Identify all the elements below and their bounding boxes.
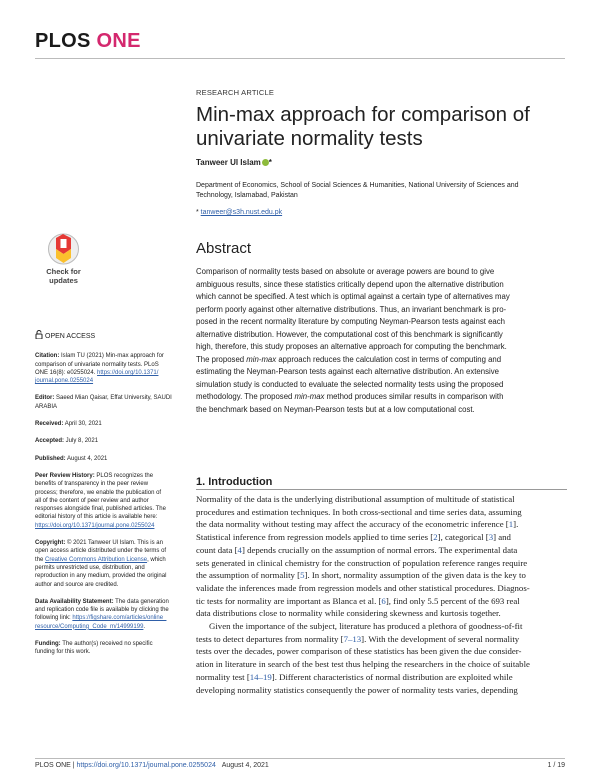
funding-text: funding for this work. (35, 649, 91, 656)
corresponding-marker: * (268, 158, 272, 167)
data-availability-text: following link: (35, 615, 73, 622)
author-line (196, 158, 272, 167)
citation-block (35, 352, 185, 385)
peer-review-text: PLOS recognizes the (94, 472, 154, 479)
abstract-line: posed in the recent normality literature by computing Neyman-Pearson tests against each (196, 317, 506, 326)
title-line: univariate normality tests (196, 127, 423, 150)
body-line: tic tests for normality are important as Blanca et al. [6], find only 5.5 percent of the 693 real (196, 595, 520, 606)
body-line: validate the inferences made from regression models and other statistical procedures. Diagnos- (196, 582, 530, 593)
footer-date: August 4, 2021 (221, 762, 269, 769)
body-line: the assumption of normality [5]. In short, normality assumption of the given data is the key to (196, 570, 526, 581)
published-label: Published: (35, 455, 66, 462)
abstract-line: alternative distribution. However, the computational cost of this benchmark is significantly (196, 329, 503, 339)
section-divider (196, 489, 567, 490)
funding-label: Funding: (35, 641, 61, 648)
peer-review-text: benefits of transparency in the peer review (35, 481, 149, 488)
badge-text-1: Check for (46, 267, 81, 276)
abstract-line: estimating the Neyman-Pearson tests against each alternative distribution. An extensive (196, 367, 499, 376)
author-name[interactable]: Tanweer Ul Islam (196, 158, 261, 167)
abstract-line: ambiguous results, since these statistics critically depend upon the alternative distribution (196, 279, 504, 289)
introduction-body (196, 493, 568, 696)
received-block (35, 420, 185, 428)
copyright-text: reproduction in any medium, provided the original (35, 573, 167, 580)
peer-review-text: responses alongside final, published articles. The (35, 506, 166, 513)
abstract-line: the benchmark based on Neyman-Pearson tests but at a low computational cost. (196, 404, 475, 414)
published-block (35, 455, 185, 463)
citation-doi-link[interactable]: journal.pone.0255024 (35, 378, 94, 385)
citation-text: Islam TU (2021) Min-max approach for (59, 353, 164, 360)
citation-text: ONE 16(8): e0255024. (35, 369, 98, 376)
title-line: Min-max approach for comparison of (196, 103, 530, 126)
footer-journal: PLOS ONE (35, 762, 71, 769)
peer-review-label: Peer Review History: (35, 472, 95, 479)
citation-label: Citation: (35, 353, 60, 360)
peer-review-text: all of the content of peer review and author (35, 497, 149, 504)
published-date: August 4, 2021 (65, 455, 108, 462)
body-line: Statistical inference from regression models applied to time series [2], categorical [3] and (196, 532, 511, 543)
copyright-text: © 2021 Tanweer Ul Islam. This is an (65, 540, 163, 547)
affiliation-line: Department of Economics, School of Social Sciences & Humanities, National University of Sciences and (196, 182, 519, 189)
body-line: tests over the decades, power comparison of these statistics has been given the due consider- (196, 646, 522, 657)
corresponding-email (196, 209, 282, 216)
copyright-block (35, 539, 185, 589)
peer-review-link[interactable]: https://doi.org/10.1371/journal.pone.0255024 (35, 522, 155, 529)
footer-separator: | (70, 762, 77, 769)
abstract-line: The proposed min-max approach reduces the calculation cost in terms of computing and (196, 354, 502, 364)
affiliation-line: Technology, Islamabad, Pakistan (196, 192, 298, 199)
journal-logo (35, 30, 141, 53)
body-line: sets generated in clinical chemistry for the construction of population reference ranges require (196, 557, 528, 568)
crossmark-icon (36, 232, 91, 267)
open-access-label (35, 330, 185, 341)
article-title (196, 103, 566, 151)
body-line: data distributions close to normality while considering skewness and kurtosis together. (196, 608, 501, 619)
check-for-updates-badge[interactable] (36, 232, 91, 288)
copyright-text: , which (147, 556, 166, 563)
abstract-line: perform poorly against other alternative distributions. Thus, an invariant benchmark is pro- (196, 304, 507, 314)
data-availability-text: The data generation (113, 598, 169, 605)
article-info-sidebar (35, 330, 185, 666)
abstract-line: which cannot be specified. A test which is optimal against a certain type of alternatives may (196, 292, 510, 301)
header-divider (35, 58, 565, 59)
copyright-text: open access article distributed under the terms of (35, 548, 167, 555)
funding-text: The author(s) received no specific (60, 641, 153, 648)
accepted-label: Accepted: (35, 438, 65, 445)
body-line: developing normality statistics consequently the power of normality tests varies, depending (196, 684, 518, 695)
logo-one: ONE (96, 30, 141, 52)
citation-text: comparison of univariate normality tests. PLoS (35, 361, 159, 368)
body-line: count data [4] depends crucially on the assumption of normal errors. The experimental data (196, 544, 518, 555)
body-line: ation in literature in search of the best test thus helping the researchers in the choice of suitable (196, 659, 530, 670)
peer-review-text: process; therefore, we enable the publication of (35, 489, 162, 496)
orcid-icon[interactable] (262, 159, 269, 166)
editor-label: Editor: (35, 395, 55, 402)
abstract-line: high, therefore, this study proposes an alternative approach for computing the benchmark. (196, 342, 507, 351)
body-line: Normality of the data is the underlying distributional assumption of multitude of statistical (196, 494, 515, 504)
copyright-text: author and source are credited. (35, 581, 119, 588)
data-availability-text: and replication code file is available by clicking the (35, 607, 169, 614)
body-line: tests to detect departures from normality [7–13]. With the development of several normality (196, 633, 520, 644)
accepted-date: July 8, 2021 (64, 438, 99, 445)
peer-review-text: editorial history of this article is available here: (35, 514, 158, 521)
funding-block (35, 640, 185, 657)
article-type: RESEARCH ARTICLE (196, 88, 275, 97)
citation-doi-link[interactable]: https://doi.org/10.1371/ (97, 369, 159, 376)
editor-block (35, 394, 185, 411)
body-line: Given the importance of the subject, literature has produced a plethora of goodness-of-fit (209, 621, 523, 632)
logo-plos: PLOS (35, 30, 91, 52)
copyright-label: Copyright: (35, 540, 66, 547)
copyright-text: the (35, 556, 46, 563)
copyright-text: permits unrestricted use, distribution, and (35, 564, 145, 571)
open-lock-icon (35, 330, 43, 339)
abstract-line: methodology. The proposed min-max method produces similar results in comparison with (196, 392, 504, 401)
footer-divider (35, 758, 565, 759)
badge-text-2: updates (49, 276, 78, 285)
figshare-link[interactable]: https://figshare.com/articles/online_ (72, 615, 167, 622)
abstract-line: Comparison of normality tests based on absolute or average powers are bound to give (196, 267, 495, 276)
page-number: 1 / 19 (547, 762, 565, 769)
body-line: the data normality without testing may affect the accuracy of the econometric inference [1]. (196, 519, 519, 530)
abstract-body (196, 266, 568, 416)
abstract-line: simulation study is conducted to evaluate the selected normality tests using the proposed (196, 379, 504, 389)
page-footer (35, 762, 269, 769)
affiliation (196, 181, 566, 201)
body-line: procedures and estimation techniques. In both cross-sectional and time series data, assuming (196, 506, 522, 517)
open-access-text: OPEN ACCESS (45, 333, 96, 340)
data-availability-text: . (143, 623, 146, 630)
received-date: April 30, 2021 (63, 421, 102, 428)
body-line: normality test [14–19]. Different characteristics of normal distribution are exploited while (196, 671, 513, 682)
peer-review-block (35, 472, 185, 530)
license-link[interactable]: Creative Commons Attribution License (45, 556, 148, 563)
email-link[interactable]: tanweer@s3h.nust.edu.pk (200, 209, 283, 216)
data-availability-block (35, 598, 185, 631)
accepted-block (35, 437, 185, 445)
received-label: Received: (35, 421, 64, 428)
editor-text: ARABIA (35, 403, 58, 410)
editor-text: Saeed Mian Qaisar, Effat University, SAUDI (54, 395, 172, 402)
footer-doi-link[interactable]: https://doi.org/10.1371/journal.pone.0255024 (76, 762, 216, 769)
data-availability-label: Data Availability Statement: (35, 598, 114, 605)
abstract-heading: Abstract (196, 240, 252, 257)
email-marker: * (196, 209, 201, 216)
figshare-link[interactable]: resource/Computing_Code_m/14999199 (35, 623, 144, 630)
section-heading: 1. Introduction (196, 476, 273, 488)
